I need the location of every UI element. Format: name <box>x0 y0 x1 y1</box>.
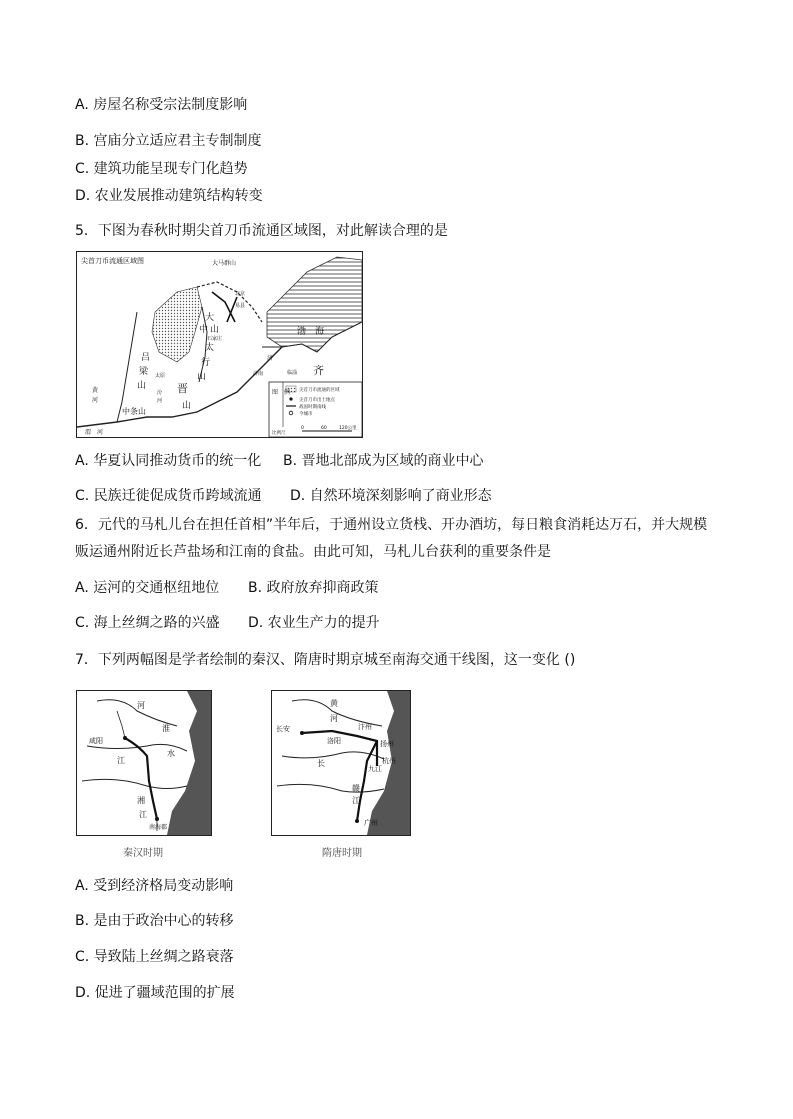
q7-map1-label-xianyang: 咸阳 <box>89 737 103 745</box>
q7-map1-label-huai: 淮 <box>162 724 170 733</box>
q5-legend-item-4: 今城市 <box>299 412 313 417</box>
q5-legend-item-1: 尖首刀币流通的区域 <box>299 388 340 393</box>
q7-map2-label-yangzhou: 扬州 <box>380 740 394 748</box>
q7-map1-label-xiang: 湘 <box>137 796 145 805</box>
q5-map-label-linzi: 临淄 <box>287 370 298 376</box>
q7-map2-label-huang: 黄 <box>330 699 338 708</box>
q5-map-label-ji: 济 <box>267 355 274 362</box>
q5-legend-scale-120: 120公里 <box>339 426 357 431</box>
q5-map-label-jinan: 济南 <box>253 371 264 377</box>
q5-map-label-he: 河 <box>92 397 99 404</box>
q4-option-b: B. 宫庙分立适应君主专制制度 <box>75 133 262 149</box>
q6-stem-line1: 6．元代的马札儿台在担任首相”半年后，于通州设立货栈、开办酒坊，每日粮食消耗达万石，并大规模 <box>75 517 708 533</box>
q5-map-label-yixian: 易县 <box>235 303 246 309</box>
q6-option-c: C. 海上丝绸之路的兴盛 <box>75 615 220 631</box>
q5-map-label-beijing: 北京 <box>235 291 246 297</box>
q7-map1-label-jiang: 江 <box>117 756 125 765</box>
q5-map-label-fen: 汾 <box>157 390 163 396</box>
q6-option-a: A. 运河的交通枢纽地位 <box>75 580 220 596</box>
q5-map-label-shan4: 山 <box>182 401 192 411</box>
q7-option-c: C. 导致陆上丝绸之路衰落 <box>75 949 234 965</box>
q5-map-label-shan2: 山 <box>197 372 207 382</box>
q7-option-b: B. 是由于政治中心的转移 <box>75 913 234 929</box>
q5-map-label-qi: 齐 <box>313 364 324 377</box>
q5-coin-map <box>76 251 363 438</box>
q7-map2-label-bianzhou: 汴州 <box>358 723 372 731</box>
q5-map-label-huang: 黄 <box>92 387 99 394</box>
q7-stem: 7．下列两幅图是学者绘制的秦汉、隋唐时期京城至南海交通干线图，这一变化 () <box>75 652 576 668</box>
q5-map-label-tai: 太 <box>205 343 215 353</box>
q5-map-label-bohai: 渤 海 <box>297 327 325 337</box>
q5-option-c: C. 民族迁徙促成货币跨域流通 <box>75 488 262 504</box>
q5-stem: 5．下图为春秋时期尖首刀币流通区域图，对此解读合理的是 <box>75 223 448 239</box>
q5-map-label-shan: 山 <box>210 325 220 335</box>
q7-map1-caption: 秦汉时期 <box>123 848 163 859</box>
q7-map-qinhan <box>76 690 212 836</box>
q5-map-label-da: 大 <box>205 313 215 323</box>
q5-map-label-shan3: 山 <box>137 381 147 391</box>
q5-map-label-dama: 大马群山 <box>212 260 237 267</box>
q4-option-a: A. 房屋名称受宗法制度影响 <box>75 97 248 113</box>
q5-map-label-shijiazhuang: 石家庄 <box>207 336 223 342</box>
q5-map-label-jin: 晋 <box>177 382 188 395</box>
q5-map-label-hang: 行 <box>201 358 211 368</box>
q7-map2-label-gan: 赣 <box>352 784 360 793</box>
q5-legend-item-3: 战国时期南线 <box>299 405 326 410</box>
q7-map2-label-changan: 长安 <box>276 725 290 733</box>
q7-map2-label-chang: 长 <box>317 759 325 768</box>
q5-map-label-zhong: 中 <box>199 325 209 335</box>
q7-map2-label-he: 河 <box>330 714 338 723</box>
q7-map-suitang <box>271 690 411 836</box>
q7-map2-label-hangzhou: 杭州 <box>382 757 396 765</box>
q5-legend-scale-60: 60 <box>321 426 327 431</box>
q5-map-label-zhongtiao: 中条山 <box>122 407 146 416</box>
q7-map2-label-guangzhou: 广州 <box>364 819 378 827</box>
q5-legend-item-2: 尖首刀币出土地点 <box>299 398 335 403</box>
q5-map-label-liang: 梁 <box>139 367 149 377</box>
q5-map-label-he2: 河 <box>157 398 163 404</box>
q5-option-b: B. 晋地北部成为区域的商业中心 <box>283 453 484 469</box>
q4-option-d: D. 农业发展推动建筑结构转变 <box>75 188 263 204</box>
q6-stem-line2: 贩运通州附近长芦盐场和江南的食盐。由此可知，马札儿台获利的重要条件是 <box>75 544 551 560</box>
q6-option-b: B. 政府放弃抑商政策 <box>248 580 379 596</box>
q5-map-label-taiyuan: 太原 <box>155 373 166 379</box>
q7-map2-label-luoyang: 洛阳 <box>327 737 341 745</box>
q5-legend-scale-label: 比例尺 <box>272 431 286 436</box>
q7-map2-caption: 隋唐时期 <box>322 848 362 859</box>
q4-option-c: C. 建筑功能呈现专门化趋势 <box>75 161 248 177</box>
q5-option-a: A. 华夏认同推动货币的统一化 <box>75 453 262 469</box>
q5-map-label-weihe: 渭 河 <box>85 429 104 436</box>
q7-map1-label-jiang2: 江 <box>139 810 147 819</box>
q5-legend-title: 图 例 <box>272 389 291 396</box>
q7-map2-label-jiujiang: 九江 <box>368 765 382 773</box>
q5-legend-scale-0: 0 <box>301 426 304 431</box>
q7-map1-label-shui: 水 <box>167 749 175 758</box>
q5-map-title: 尖首刀币流通区域图 <box>81 257 144 265</box>
q5-option-d: D. 自然环境深刻影响了商业形态 <box>290 488 492 504</box>
q5-map-label-lv: 吕 <box>141 353 151 363</box>
q7-map1-label-he: 河 <box>137 701 145 710</box>
q7-option-a: A. 受到经济格局变动影响 <box>75 878 234 894</box>
q7-map2-label-jiang: 江 <box>352 796 360 805</box>
q7-option-d: D. 促进了疆域范围的扩展 <box>75 985 235 1001</box>
q7-map1-label-nanhai: 南海郡 <box>149 824 168 831</box>
q6-option-d: D. 农业生产力的提升 <box>248 615 380 631</box>
